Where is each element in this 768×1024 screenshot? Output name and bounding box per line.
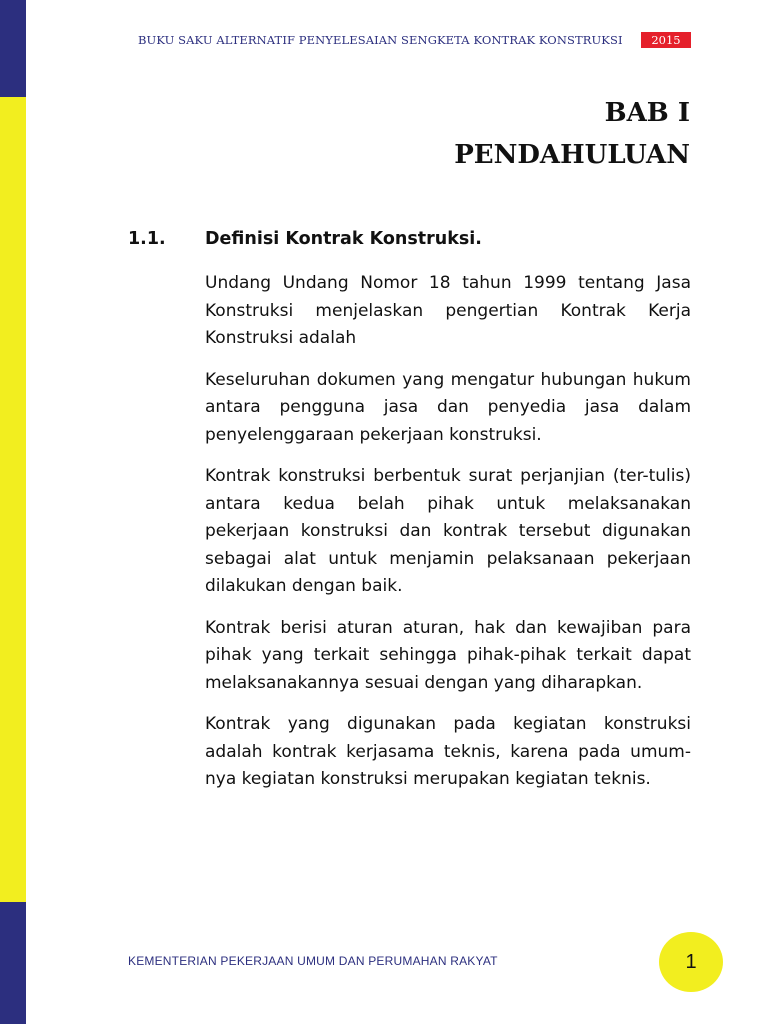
side-bar-top-navy (0, 0, 26, 97)
body-paragraph: Kontrak yang digunakan pada kegiatan konstruksi adalah kontrak kerjasama teknis, karena pada umum-nya kegiatan konstruksi merupakan kegiatan teknis. (205, 714, 691, 789)
chapter-heading (454, 92, 690, 176)
footer-ministry-name: KEMENTERIAN PEKERJAAN UMUM DAN PERUMAHAN RAKYAT (128, 954, 498, 968)
section-title: Definisi Kontrak Konstruksi. (205, 229, 482, 249)
chapter-title: PENDAHULUAN (454, 140, 690, 170)
section-body (205, 270, 691, 808)
side-bar-middle-yellow (0, 97, 26, 902)
body-paragraph: Kontrak berisi aturan aturan, hak dan kewajiban para pihak yang terkait sehingga pihak-pihak terkait dapat melaksanakannya sesuai dengan yang diharapkan. (205, 617, 691, 693)
page-number-badge: 1 (659, 932, 723, 992)
body-paragraph: Keseluruhan dokumen yang mengatur hubungan hukum antara pengguna jasa dan penyedia jasa dalam penyelenggaraan pekerjaan konstruksi. (205, 369, 691, 445)
side-bar-bottom-navy (0, 902, 26, 1024)
running-header-year-badge: 2015 (641, 32, 691, 48)
body-paragraph: Kontrak konstruksi berbentuk surat perjanjian (ter-tulis) antara kedua belah pihak untuk melaksanakan pekerjaan konstruksi dan kontrak tersebut digunakan sebagai alat untuk menjamin pelaksanaan pekerjaan dilakukan dengan baik. (205, 466, 691, 596)
running-header-title: BUKU SAKU ALTERNATIF PENYELESAIAN SENGKETA KONTRAK KONSTRUKSI (138, 33, 623, 47)
chapter-number: BAB I (604, 98, 690, 128)
section-number: 1.1. (128, 229, 166, 249)
body-paragraph: Undang Undang Nomor 18 tahun 1999 tentang Jasa Konstruksi menjelaskan pengertian Kontrak Kerja Konstruksi adalah (205, 273, 691, 348)
